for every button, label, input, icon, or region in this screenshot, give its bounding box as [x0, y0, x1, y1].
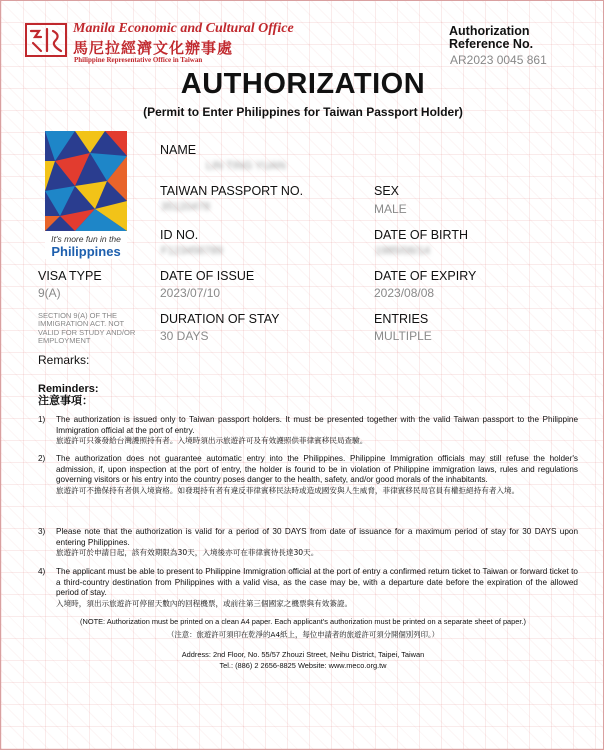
- reminder-number: 4): [38, 567, 46, 576]
- org-subtitle: Philippine Representative Office in Taiwan: [74, 56, 203, 64]
- entries-value: MULTIPLE: [374, 329, 432, 343]
- id-no-value: F123456789: [161, 245, 223, 257]
- sex-label: SEX: [374, 184, 400, 198]
- document-title: AUTHORIZATION: [180, 68, 426, 100]
- sex-value: MALE: [374, 202, 407, 216]
- document-subtitle: (Permit to Enter Philippines for Taiwan Passport Holder): [143, 105, 463, 119]
- entries-label: ENTRIES: [374, 312, 429, 326]
- id-no-label: ID NO.: [160, 228, 199, 242]
- reminders-label-en: Reminders:: [38, 383, 99, 395]
- reminders-label-zh: 注意事項：: [38, 394, 93, 407]
- meco-logo-icon: [25, 23, 67, 57]
- reminder-text-zh: 入境時，須出示旅遊許可停留天數內的回程機票，或前往第三個國家之機票與有效簽證。: [56, 598, 353, 608]
- dob-value: 1985/06/14: [375, 245, 431, 257]
- reference-label: [449, 25, 533, 51]
- reference-label-line2: Reference No.: [449, 37, 534, 51]
- passport-value: 35120478: [161, 201, 210, 213]
- duration-label: DURATION OF STAY: [160, 312, 280, 326]
- office-contact: Tel.: (886) 2 2656-8825 Website: www.meco.org.tw: [219, 661, 387, 670]
- org-name-zh: 馬尼拉經濟文化辦事處: [73, 39, 234, 57]
- reminder-text-en: Please note that the authorization is valid for a period of 30 DAYS from date of issuance for a maximum period of stay for 30 DAYS upon entering Philippines.: [56, 527, 578, 547]
- name-label: NAME: [160, 143, 197, 157]
- reminder-number: 2): [38, 454, 46, 463]
- promo-brand: Philippines: [51, 244, 121, 259]
- reminder-text-en: The applicant must be able to present to Philippine Immigration official at the port of entry a confirmed return ticket to Taiwan or forward ticket to a third-country destination from Philippines with a valid visa, as the case may be, with a departure date before the expiration of the allowed period of stay.: [56, 567, 578, 597]
- promo-mosaic-icon: [45, 131, 127, 259]
- reminders-heading: [38, 383, 99, 407]
- reminder-text-en: The authorization is issued only to Taiwan passport holders. It must be presented together with the valid Taiwan passport to the Philippine Immigration official at the port of entry.: [56, 415, 578, 435]
- print-note-en: (NOTE: Authorization must be printed on a clean A4 paper. Each applicant's authorization must be printed on a separate sheet of paper.): [80, 617, 526, 626]
- visa-type-label: VISA TYPE: [38, 269, 102, 283]
- issue-date-value: 2023/07/10: [160, 286, 221, 300]
- duration-value: 30 DAYS: [160, 329, 209, 343]
- office-address: Address: 2nd Floor, No. 55/57 Zhouzi Street, Neihu District, Taipei, Taiwan: [181, 650, 425, 659]
- passport-label: TAIWAN PASSPORT NO.: [160, 184, 304, 198]
- reminder-number: 3): [38, 527, 46, 536]
- expiry-date-value: 2023/08/08: [374, 286, 435, 300]
- reminder-text-zh: 旅遊許可於申請日起，該有效期限為30天，入境後亦可在菲律賓待長達30天。: [56, 548, 319, 557]
- issue-date-label: DATE OF ISSUE: [160, 269, 255, 283]
- tourism-promo-image: [45, 131, 127, 259]
- expiry-date-label: DATE OF EXPIRY: [374, 269, 477, 283]
- reminder-number: 1): [38, 415, 46, 424]
- org-name-en: Manila Economic and Cultural Office: [73, 21, 294, 36]
- dob-label: DATE OF BIRTH: [374, 228, 468, 242]
- reference-label-line1: Authorization: [449, 24, 530, 38]
- visa-note: SECTION 9(A) OF THE IMMIGRATION ACT. NOT VALID FOR STUDY AND/OR EMPLOYMENT: [38, 311, 136, 346]
- reference-number: AR2023 0045 861: [450, 53, 547, 67]
- reminder-text-en: The authorization does not guarantee automatic entry into the Philippines. Philippine Immigration officials may still refuse the holder's admission, if, upon inspection at the port of entry, the holder is found to be in violation of Philippine immigration laws, rules and regulations governing visitors or his entry into the country poses danger to the health, safety, and/or good morals of the inhabitants.: [56, 454, 578, 484]
- remarks-label: Remarks:: [38, 353, 90, 367]
- promo-tagline: It's more fun in the: [51, 234, 121, 244]
- reminder-text-zh: 旅遊許可只簽發給台灣護照持有者。入境時須出示旅遊許可及有效護照供菲律賓移民局查驗。: [56, 436, 368, 445]
- reminder-text-zh: 旅遊許可不擔保持有者俱入境資格。如發現持有者有違反菲律賓移民法時或造成國安與人生威脅，菲律賓移民局官員有權拒絕持有者入境。: [56, 485, 520, 495]
- name-value: LIN TING YUAN: [206, 160, 286, 172]
- print-note-zh: （注意：旅遊許可須印在乾淨的A4紙上，每位申請者的旅遊許可須分開個別列印。）: [166, 630, 440, 639]
- visa-type-value: 9(A): [38, 286, 61, 300]
